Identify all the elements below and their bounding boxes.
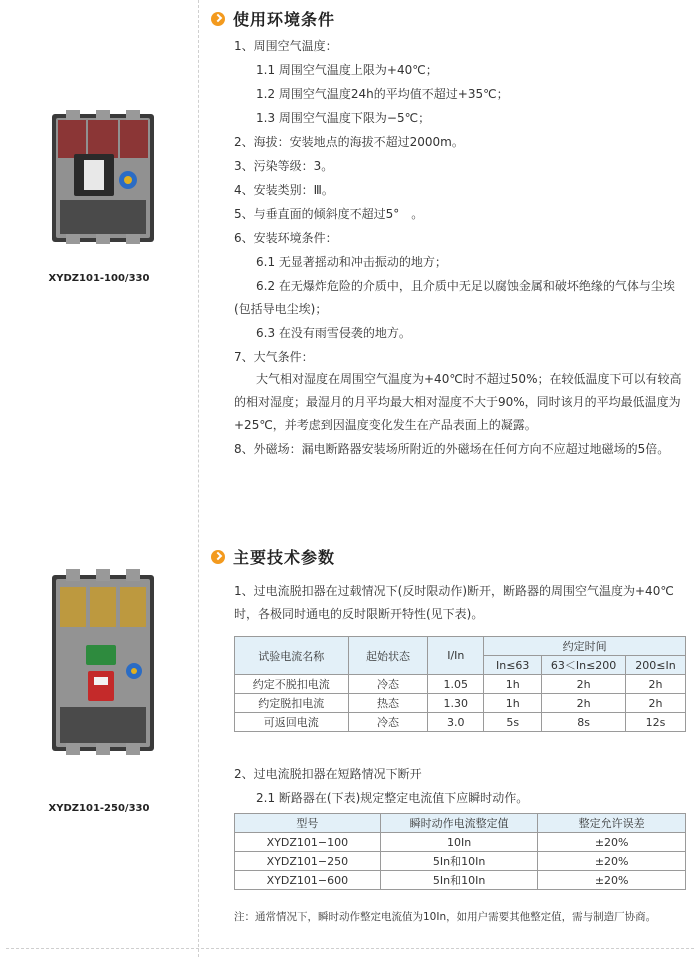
table-cell: 5In和10In (380, 871, 538, 890)
table-cell: XYDZ101−600 (235, 871, 381, 890)
env-line-5: 5、与垂直面的倾斜度不超过5° 。 (234, 207, 424, 221)
env-line-1-3: 1.3 周围空气温度下限为−5℃； (256, 111, 431, 125)
env-line-1-2: 1.2 周围空气温度24h的平均值不超过+35℃； (256, 87, 509, 101)
bottom-divider (6, 948, 694, 949)
column-divider (198, 0, 199, 957)
table-header: 200≤In (626, 656, 686, 675)
env-line-2: 2、海拔：安装地点的海拔不超过2000m。 (234, 135, 464, 149)
table-cell: 2h (542, 694, 626, 713)
table-row (235, 852, 686, 871)
arrow-bullet-icon (211, 12, 225, 26)
product-1-label: XYDZ101-100/330 (48, 273, 150, 284)
table-cell: 约定脱扣电流 (235, 694, 349, 713)
table-row (235, 871, 686, 890)
table-header: I/In (428, 637, 484, 675)
table-cell: 10In (380, 833, 538, 852)
tech-intro: 1、过电流脱扣器在过载情况下(反时限动作)断开，断路器的周围空气温度为+40℃时，各极同时通电的反时限断开特性(见下表)。 (234, 584, 674, 621)
table-cell: 3.0 (428, 713, 484, 732)
table-cell: 5In和10In (380, 852, 538, 871)
table-header: 瞬时动作电流整定值 (380, 814, 538, 833)
env-line-6-1: 6.1 无显著摇动和冲击振动的地方； (256, 255, 447, 269)
table-header-row (235, 637, 686, 656)
table-header-row (235, 814, 686, 833)
table-row (235, 675, 686, 694)
table-cell: 冷态 (348, 675, 428, 694)
table-header: 起始状态 (348, 637, 428, 675)
table-header: 约定时间 (484, 637, 686, 656)
table-cell: 2h (626, 675, 686, 694)
product-column (0, 0, 198, 957)
table-cell: 冷态 (348, 713, 428, 732)
section-environment-title: 使用环境条件 (233, 10, 336, 29)
table-cell: ±20% (538, 852, 686, 871)
table-cell: XYDZ101−100 (235, 833, 381, 852)
env-line-1: 1、周围空气温度： (234, 39, 338, 53)
table-header: 试验电流名称 (235, 637, 349, 675)
table-cell: ±20% (538, 833, 686, 852)
breaker-image-250 (48, 567, 158, 757)
env-line-6: 6、安装环境条件： (234, 231, 338, 245)
table-cell: 2h (626, 694, 686, 713)
env-line-3: 3、污染等级：3。 (234, 159, 334, 173)
env-line-6-3: 6.3 在没有雨雪侵袭的地方。 (256, 326, 411, 340)
env-line-7-text: 大气相对湿度在周围空气温度为+40℃时不超过50%；在较低温度下可以有较高的相对湿度；最湿月的月平均最大相对湿度不大于90%，同时该月的平均最低温度为+25℃，并考虑到因温度变化发生在产品表面上的凝露。 (234, 372, 682, 432)
arrow-bullet-icon (211, 550, 225, 564)
section-environment-header (211, 7, 335, 30)
env-line-6-2: 6.2 在无爆炸危险的介质中，且介质中无足以腐蚀金属和破坏绝缘的气体与尘埃(包括导电尘埃)； (234, 279, 675, 316)
table-header: 63＜In≤200 (542, 656, 626, 675)
product-2-label: XYDZ101-250/330 (48, 803, 150, 814)
env-line-4: 4、安装类别：Ⅲ。 (234, 183, 334, 197)
table-cell: XYDZ101−250 (235, 852, 381, 871)
env-line-1-1: 1.1 周围空气温度上限为+40℃； (256, 63, 438, 77)
tech-line-2-1: 2.1 断路器在(下表)规定整定电流值下应瞬时动作。 (256, 791, 529, 805)
table-cell: 2h (542, 675, 626, 694)
env-line-8: 8、外磁场：漏电断路器安装场所附近的外磁场在任何方向不应超过地磁场的5倍。 (234, 442, 670, 456)
table-cell: 1.30 (428, 694, 484, 713)
section-tech-header (211, 545, 335, 568)
short-circuit-table (234, 813, 686, 890)
table-cell: 1.05 (428, 675, 484, 694)
table-header: 整定允许误差 (538, 814, 686, 833)
table-cell: 约定不脱扣电流 (235, 675, 349, 694)
section-tech-title: 主要技术参数 (233, 548, 336, 567)
tech-line-2: 2、过电流脱扣器在短路情况下断开 (234, 767, 422, 781)
table-row (235, 833, 686, 852)
table-cell: 5s (484, 713, 542, 732)
table-cell: 1h (484, 675, 542, 694)
table-header: In≤63 (484, 656, 542, 675)
env-line-7: 7、大气条件： (234, 350, 314, 364)
table-cell: 8s (542, 713, 626, 732)
table-row (235, 694, 686, 713)
table-row (235, 713, 686, 732)
table-cell: 热态 (348, 694, 428, 713)
table-header: 型号 (235, 814, 381, 833)
table-cell: 12s (626, 713, 686, 732)
overload-table (234, 636, 686, 732)
table-cell: ±20% (538, 871, 686, 890)
table-cell: 1h (484, 694, 542, 713)
tech-note: 注：通常情况下，瞬时动作整定电流值为10In，如用户需要其他整定值，需与制造厂协商。 (234, 911, 657, 923)
breaker-image-100 (48, 108, 158, 248)
table-cell: 可返回电流 (235, 713, 349, 732)
